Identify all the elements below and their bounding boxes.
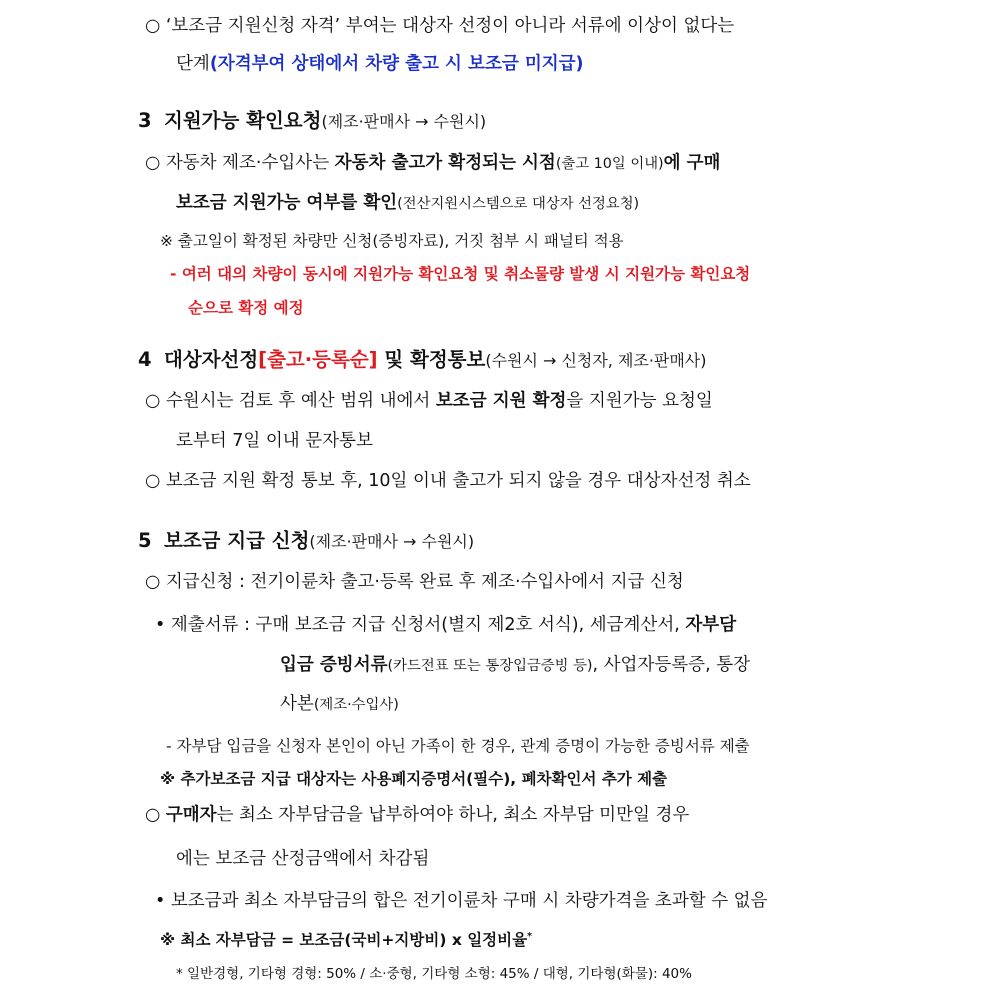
circle-item-confirm	[145, 149, 720, 174]
circle-item-qualification-cont	[176, 50, 584, 75]
section-number: 3	[138, 109, 152, 132]
circle-item-self-pay-cont	[176, 845, 429, 870]
section-4-heading	[138, 344, 706, 372]
bold-text: 자부담	[685, 615, 737, 635]
section-3-heading	[138, 105, 486, 133]
circle-item-qualification	[145, 12, 734, 37]
note-additional-subsidy	[160, 767, 667, 789]
bullet-documents	[155, 611, 736, 636]
text: ※ 출고일이 확정된 차량만 신청(증빙자료), 거짓 첨부 시 패널티 적용	[160, 232, 624, 250]
circle-item-notify-cont	[176, 427, 373, 452]
small-text: (출고 10일 이내)	[555, 156, 664, 172]
circle-item-self-pay	[145, 801, 689, 826]
section-number: 4	[138, 348, 152, 371]
text: ○ ‘보조금 지원신청 자격’ 부여는 대상자 선정이 아니라 서류에 이상이 없다는	[145, 16, 735, 36]
section-number: 5	[138, 529, 152, 552]
bold-text: 보조금 지원 확정	[435, 391, 567, 411]
small-text: (제조·수입사)	[313, 697, 399, 713]
text: 단계	[176, 54, 210, 74]
text: 로부터 7일 이내 문자통보	[176, 431, 373, 451]
text: ○ 보조금 지원 확정 통보 후, 10일 이내 출고가 되지 않을 경우 대상자선정 취소	[145, 471, 751, 491]
footnote-marker: *	[527, 930, 532, 942]
text: - 여러 대의 차량이 동시에 지원가능 확인요청 및 취소물량 발생 시 지원가능 확인요청	[170, 265, 751, 283]
text: ○ 자동차 제조·수입사는	[145, 153, 335, 173]
text: 을 지원가능 요청일	[566, 391, 713, 411]
text: ※ 추가보조금 지급 대상자는 사용폐지증명서(필수), 폐차확인서 추가 제출	[160, 770, 668, 788]
text: • 보조금과 최소 자부담금의 합은 전기이륜차 구매 시 차량가격을 초과할 수 없음	[155, 891, 768, 911]
circle-item-payment	[145, 568, 684, 593]
note-min-self-pay	[160, 928, 532, 950]
note-penalty	[160, 229, 624, 251]
red-dash-item	[170, 262, 750, 284]
section-subtitle: (제조·판매사 → 수원시)	[309, 532, 475, 551]
dash-item-family	[166, 734, 750, 756]
bullet-price-limit	[155, 887, 767, 912]
small-text: (전산지원시스템으로 대상자 선정요청)	[397, 196, 640, 212]
text: , 사업자등록증, 통장	[592, 655, 751, 675]
text: ○	[145, 805, 166, 825]
section-title-red: [출고·등록순]	[258, 348, 378, 371]
bullet-documents-cont2	[280, 690, 399, 715]
small-text: (카드전표 또는 통장입금증빙 등)	[387, 658, 593, 674]
bold-text: 자동차 출고가 확정되는 시점	[334, 153, 556, 173]
section-title: 대상자선정	[163, 348, 259, 371]
section-5-heading	[138, 525, 474, 553]
section-title: 지원가능 확인요청	[163, 109, 322, 132]
section-title: 보조금 지급 신청	[163, 529, 310, 552]
text: ※ 최소 자부담금 = 보조금(국비+지방비) x 일정비율	[160, 931, 528, 949]
section-subtitle: (제조·판매사 → 수원시)	[321, 112, 487, 131]
section-title: 및 확정통보	[377, 348, 486, 371]
circle-item-confirm-cont	[176, 189, 639, 214]
red-dash-item-cont	[188, 296, 304, 318]
bold-text: 보조금 지원가능 여부를 확인	[176, 193, 398, 213]
blue-note: (자격부여 상태에서 차량 출고 시 보조금 미지급)	[209, 54, 584, 74]
bold-text: 입금 증빙서류	[280, 655, 388, 675]
circle-item-notify	[145, 387, 713, 412]
footnote-ratios	[176, 962, 692, 982]
text: 에는 보조금 산정금액에서 차감됨	[176, 849, 430, 869]
text: 순으로 확정 예정	[188, 299, 304, 317]
text: ○ 지급신청 : 전기이륜차 출고·등록 완료 후 제조·수입사에서 지급 신청	[145, 572, 684, 592]
bold-text: 구매자	[165, 805, 217, 825]
bullet-documents-cont1	[280, 651, 750, 676]
text: - 자부담 입금을 신청자 본인이 아닌 가족이 한 경우, 관계 증명이 가능한 증빙서류 제출	[166, 737, 750, 755]
text: • 제출서류 : 구매 보조금 지급 신청서(별지 제2호 서식), 세금계산서,	[155, 615, 686, 635]
text: ○ 수원시는 검토 후 예산 범위 내에서	[145, 391, 436, 411]
bold-text: 에 구매	[663, 153, 721, 173]
text: 사본	[280, 694, 314, 714]
circle-item-cancel	[145, 467, 751, 492]
text: 는 최소 자부담금을 납부하여야 하나, 최소 자부담 미만일 경우	[216, 805, 690, 825]
text: * 일반경형, 기타형 경형: 50% / 소·중형, 기타형 소형: 45% / 대형, 기타형(화물): 40%	[176, 966, 692, 982]
section-subtitle: (수원시 → 신청자, 제조·판매사)	[485, 351, 707, 370]
